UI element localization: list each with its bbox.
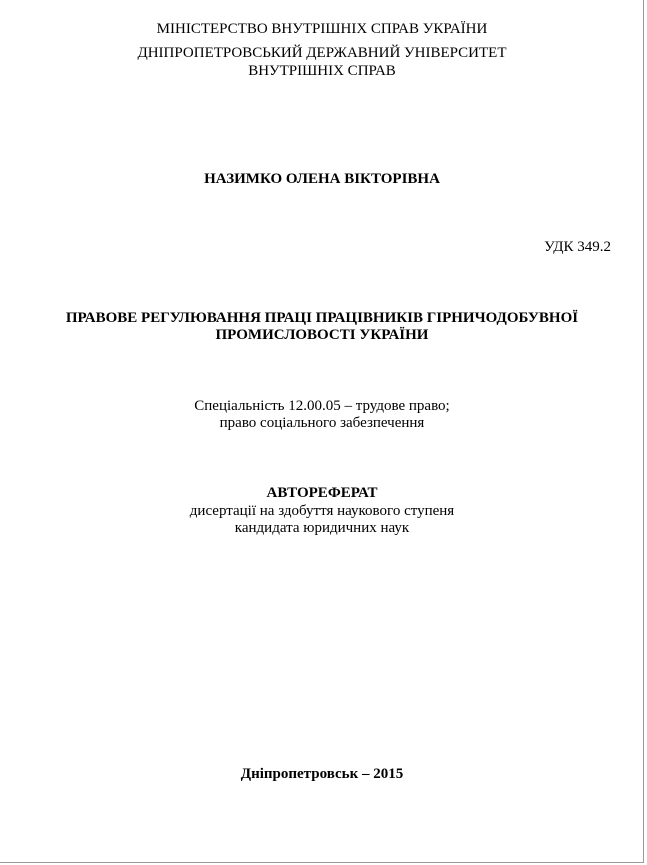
ministry-name: МІНІСТЕРСТВО ВНУТРІШНІХ СПРАВ УКРАЇНИ xyxy=(156,21,488,37)
udc-code: УДК 349.2 xyxy=(544,239,611,255)
university-name-line1: ДНІПРОПЕТРОВСЬКИЙ ДЕРЖАВНИЙ УНІВЕРСИТЕТ xyxy=(137,45,507,61)
city-year: Дніпропетровськ – 2015 xyxy=(240,766,404,782)
abstract-heading: АВТОРЕФЕРАТ xyxy=(266,485,378,501)
title-line1: ПРАВОВЕ РЕГУЛЮВАННЯ ПРАЦІ ПРАЦІВНИКІВ ГІРНИЧОДОБУВНОЇ xyxy=(65,310,579,326)
specialty-line1: Спеціальність 12.00.05 – трудове право; xyxy=(194,398,450,414)
university-name-line2: ВНУТРІШНІХ СПРАВ xyxy=(248,63,396,79)
author-name: НАЗИМКО ОЛЕНА ВІКТОРІВНА xyxy=(204,171,440,187)
specialty-line2: право соціального забезпечення xyxy=(219,415,425,431)
abstract-line1: дисертації на здобуття наукового ступеня xyxy=(189,503,455,519)
abstract-line2: кандидата юридичних наук xyxy=(234,520,410,536)
title-line2: ПРОМИСЛОВОСТІ УКРАЇНИ xyxy=(215,327,429,343)
